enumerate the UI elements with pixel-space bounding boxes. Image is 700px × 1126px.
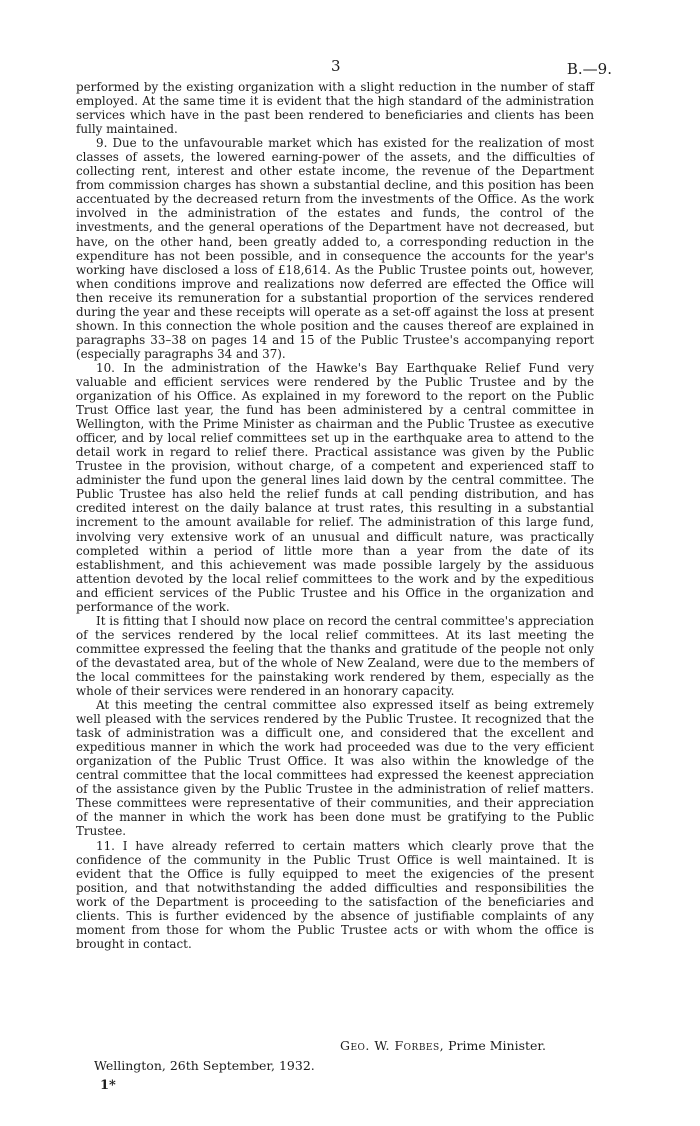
paragraph-continuation: performed by the existing organization with a slight reduction in the number of staff employed. At the same time it is evident that the high standard of the administration services which have in the past been rendered to beneficiaries and clients has been fully maintained. [76, 80, 594, 137]
signature [340, 1038, 546, 1053]
paragraph-9: 9. Due to the unfavourable market which has existed for the realization of most classes of assets, the lowered earning-power of the assets, and the difficulties of collecting rent, interest and other estate income, the revenue of the Department from commission charges has shown a substantial decline, and this position has been accentuated by the decreased return from the investments of the Office. As the work involved in the administration of the estates and funds, the control of the investments, and the general operations of the Department have not decreased, but have, on the other hand, been greatly added to, a corresponding reduction in the expenditure has not been possible, and in consequence the accounts for the year's working have disclosed a loss of £18,614. As the Public Trustee points out, however, when conditions improve and realizations now deferred are effected the Office will then receive its remuneration for a substantial proportion of the services rendered during the year and these receipts will operate as a set-off against the loss at present shown. In this connection the whole position and the causes thereof are explained in paragraphs 33–38 on pages 14 and 15 of the Public Trustee's accompanying report (especially paragraphs 34 and 37). [76, 136, 594, 361]
report-body [76, 80, 594, 951]
sheet-mark: 1* [100, 1078, 116, 1093]
paragraph-11: 11. I have already referred to certain matters which clearly prove that the confidence of the community in the Public Trust Office is well maintained. It is evident that the Office is fully equipped to meet the exigencies of the present position, and that notwithstanding the added difficulties and responsibilities the work of the Department is proceeding to the satisfaction of the beneficiaries and clients. This is further evidenced by the absence of justifiable complaints of any moment from those for whom the Public Trustee acts or with whom the office is brought in contact. [76, 838, 594, 951]
paragraph-meeting: At this meeting the central committee also expressed itself as being extremely well pleased with the services rendered by the Public Trustee. It recognized that the task of administration was a difficult one, and considered that the excellent and expeditious manner in which the work had proceeded was due to the very efficient organization of the Public Trust Office. It was also within the knowledge of the central committee that the local committees had expressed the keenest appreciation of the assistance given by the Public Trustee in the administration of relief matters. These committees were representative of their communities, and their appreciation of the manner in which the work has been done must be gratifying to the Public Trustee. [76, 698, 594, 839]
page-number: 3 [331, 57, 341, 75]
signatory-name: Geo. W. Forbes, [340, 1038, 445, 1053]
paragraph-committee-appreciation: It is fitting that I should now place on record the central committee's appreciation of the services rendered by the local relief committees. At its last meeting the committee expressed the feeling that the thanks and gratitude of the people not only of the devastated area, but of the whole of New Zealand, were due to the members of the local committees for the painstaking work rendered by them, especially as the whole of their services were rendered in an honorary capacity. [76, 613, 594, 699]
paragraph-10: 10. In the administration of the Hawke's Bay Earthquake Relief Fund very valuable and efficient services were rendered by the Public Trustee and by the organization of his Office. As explained in my foreword to the report on the Public Trust Office last year, the fund has been administered by a central committee in Wellington, with the Prime Minister as chairman and the Public Trustee as executive officer, and by local relief committees set up in the earthquake area to attend to the detail work in regard to relief there. Practical assistance was given by the Public Trustee in the provision, without charge, of a competent and experienced staff to administer the fund upon the general lines laid down by the central committee. The Public Trustee has also held the relief funds at call pending distribution, and has credited interest on the daily balance at trust rates, this resulting in a substantial increment to the amount available for relief. The administration of this large fund, involving very extensive work of an unusual and difficult nature, was practically completed within a period of little more than a year from the date of its establishment, and this achievement was made possible largely by the assiduous attention devoted by the local relief committees to the work and by the expeditious and efficient services of the Public Trustee and his Office in the organization and performance of the work. [76, 360, 594, 614]
document-reference: B.—9. [566, 60, 612, 78]
dateline: Wellington, 26th September, 1932. [94, 1058, 315, 1073]
signatory-title: Prime Minister. [448, 1038, 546, 1053]
